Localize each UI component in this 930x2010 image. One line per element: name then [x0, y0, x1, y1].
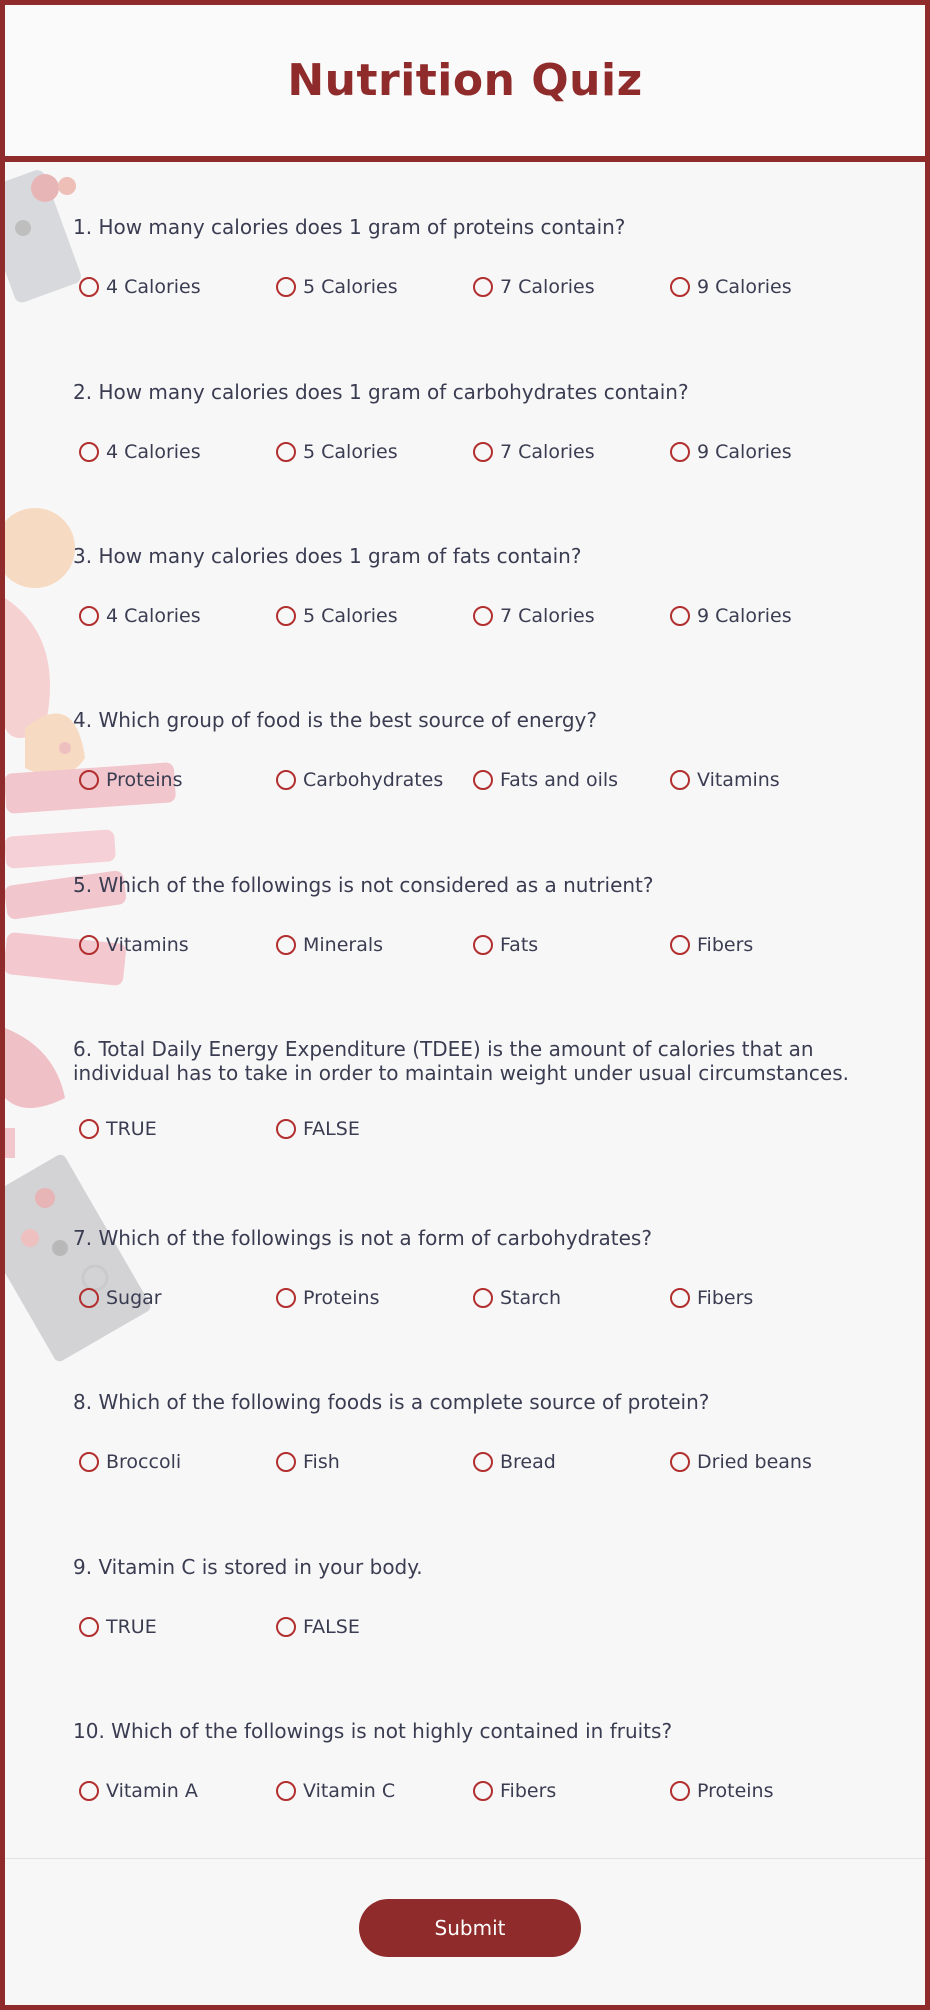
radio-button[interactable] [276, 1781, 296, 1801]
answer-option[interactable]: Fish [276, 1451, 340, 1473]
radio-button[interactable] [276, 606, 296, 626]
radio-button[interactable] [473, 1288, 493, 1308]
question-text: 5. Which of the followings is not considered as a nutrient? [73, 873, 654, 897]
radio-button[interactable] [670, 770, 690, 790]
answer-options [73, 934, 873, 964]
radio-button[interactable] [473, 1452, 493, 1472]
answer-option[interactable]: Carbohydrates [276, 769, 443, 791]
radio-button[interactable] [79, 277, 99, 297]
answer-option[interactable]: Proteins [276, 1287, 380, 1309]
answer-options [73, 605, 873, 635]
question-text: 2. How many calories does 1 gram of carbohydrates contain? [73, 380, 689, 404]
question-text: 10. Which of the followings is not highly contained in fruits? [73, 1719, 673, 1743]
answer-options [73, 1287, 873, 1317]
answer-option[interactable]: FALSE [276, 1616, 360, 1638]
radio-button[interactable] [79, 1452, 99, 1472]
answer-option[interactable]: Fibers [670, 934, 753, 956]
radio-button[interactable] [79, 1288, 99, 1308]
radio-button[interactable] [276, 442, 296, 462]
question-text: 6. Total Daily Energy Expenditure (TDEE) is the amount of calories that an individual has to take in order to maintain weight under usual circumstances. [73, 1037, 849, 1085]
answer-option[interactable]: Sugar [79, 1287, 162, 1309]
radio-button[interactable] [670, 442, 690, 462]
radio-button[interactable] [473, 935, 493, 955]
question-text: 9. Vitamin C is stored in your body. [73, 1555, 423, 1579]
answer-option[interactable]: FALSE [276, 1118, 360, 1140]
radio-button[interactable] [473, 1781, 493, 1801]
question-3 [73, 544, 873, 635]
answer-options [73, 1451, 873, 1481]
radio-button[interactable] [670, 606, 690, 626]
answer-option[interactable]: 5 Calories [276, 276, 398, 298]
question-text: 8. Which of the following foods is a complete source of protein? [73, 1390, 710, 1414]
answer-option[interactable]: 4 Calories [79, 441, 201, 463]
answer-option[interactable]: Minerals [276, 934, 383, 956]
answer-option[interactable]: 4 Calories [79, 276, 201, 298]
radio-button[interactable] [670, 277, 690, 297]
form-footer [5, 1858, 925, 2006]
radio-button[interactable] [473, 442, 493, 462]
radio-button[interactable] [670, 1288, 690, 1308]
answer-option[interactable]: Fibers [670, 1287, 753, 1309]
answer-option[interactable]: TRUE [79, 1118, 157, 1140]
answer-options [73, 1616, 873, 1646]
answer-option[interactable]: 5 Calories [276, 605, 398, 627]
radio-button[interactable] [79, 1781, 99, 1801]
answer-option[interactable]: Bread [473, 1451, 556, 1473]
answer-option[interactable]: Fats [473, 934, 538, 956]
answer-option[interactable]: Vitamins [79, 934, 189, 956]
answer-option[interactable]: TRUE [79, 1616, 157, 1638]
answer-option[interactable]: 7 Calories [473, 441, 595, 463]
page-title: Nutrition Quiz [287, 55, 643, 106]
question-9 [73, 1555, 873, 1646]
radio-button[interactable] [79, 442, 99, 462]
answer-options [73, 441, 873, 471]
radio-button[interactable] [276, 770, 296, 790]
radio-button[interactable] [276, 1119, 296, 1139]
answer-option[interactable]: Vitamin A [79, 1780, 198, 1802]
radio-button[interactable] [276, 935, 296, 955]
submit-button[interactable]: Submit [359, 1899, 581, 1957]
radio-button[interactable] [670, 1452, 690, 1472]
answer-option[interactable]: 9 Calories [670, 605, 792, 627]
question-text: 4. Which group of food is the best source of energy? [73, 708, 597, 732]
radio-button[interactable] [79, 1617, 99, 1637]
answer-option[interactable]: Proteins [79, 769, 183, 791]
question-text: 7. Which of the followings is not a form of carbohydrates? [73, 1226, 652, 1250]
answer-option[interactable]: Proteins [670, 1780, 774, 1802]
question-2 [73, 380, 873, 471]
answer-option[interactable]: Vitamins [670, 769, 780, 791]
radio-button[interactable] [79, 770, 99, 790]
question-8 [73, 1390, 873, 1481]
answer-option[interactable]: Vitamin C [276, 1780, 395, 1802]
radio-button[interactable] [276, 1617, 296, 1637]
answer-option[interactable]: 7 Calories [473, 605, 595, 627]
question-4 [73, 708, 873, 799]
form-header [5, 5, 925, 162]
radio-button[interactable] [473, 770, 493, 790]
radio-button[interactable] [276, 1288, 296, 1308]
answer-option[interactable]: 4 Calories [79, 605, 201, 627]
radio-button[interactable] [79, 1119, 99, 1139]
question-10 [73, 1719, 873, 1810]
radio-button[interactable] [473, 606, 493, 626]
answer-option[interactable]: 7 Calories [473, 276, 595, 298]
question-6 [73, 1037, 873, 1148]
radio-button[interactable] [670, 1781, 690, 1801]
answer-option[interactable]: Broccoli [79, 1451, 181, 1473]
radio-button[interactable] [670, 935, 690, 955]
question-7 [73, 1226, 873, 1317]
answer-option[interactable]: Fibers [473, 1780, 556, 1802]
answer-option[interactable]: 5 Calories [276, 441, 398, 463]
answer-option[interactable]: Fats and oils [473, 769, 618, 791]
question-1 [73, 215, 873, 306]
answer-options [73, 1118, 873, 1148]
answer-options [73, 1780, 873, 1810]
radio-button[interactable] [79, 606, 99, 626]
answer-option[interactable]: Dried beans [670, 1451, 812, 1473]
radio-button[interactable] [79, 935, 99, 955]
answer-options [73, 276, 873, 306]
answer-option[interactable]: 9 Calories [670, 276, 792, 298]
answer-option[interactable]: 9 Calories [670, 441, 792, 463]
answer-option[interactable]: Starch [473, 1287, 561, 1309]
question-text: 3. How many calories does 1 gram of fats contain? [73, 544, 582, 568]
radio-button[interactable] [276, 1452, 296, 1472]
radio-button[interactable] [276, 277, 296, 297]
question-text: 1. How many calories does 1 gram of proteins contain? [73, 215, 626, 239]
radio-button[interactable] [473, 277, 493, 297]
answer-options [73, 769, 873, 799]
question-5 [73, 873, 873, 964]
